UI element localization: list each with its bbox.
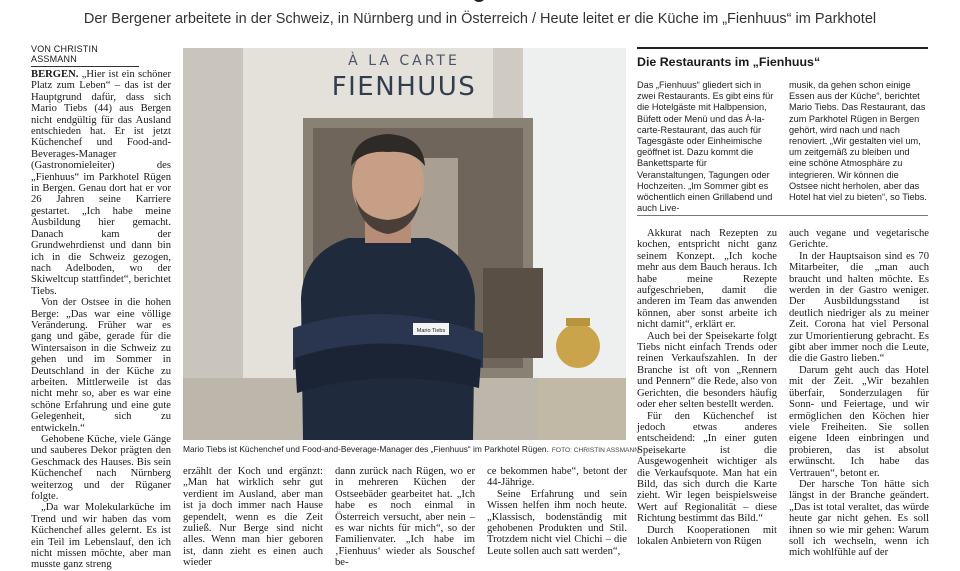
- article-column-4: [487, 466, 627, 560]
- paragraph: Von der Ostsee in die hohen Berge: „Das war eine völlige Veränderung. Früher war es gang und gäbe, gerade für die Wintersaison in die Schweiz zu gehen und im Sommer in Deutschland in der Küche zu arbeiten. Mittlerweile ist das nicht mehr so, aber es war eine schöne Erfahrung und eine gute Gelegenheit, sich zu entwickeln.“: [31, 297, 171, 434]
- paragraph: Seine Erfahrung und sein Wissen helfen ihm noch heute. „Klassisch, bodenständig mit gehobenen Produkten und Stil. Trotzdem nicht viel Chichi – die Leute sollen auch satt werden“,: [487, 488, 627, 557]
- paragraph: dann zurück nach Rügen, wo er in mehreren Küchen der Ostseebäder gearbeitet hat. „Ich habe es noch einmal in Österreich versucht, aber nein – es war nichts für mich“, so der Familienvater. „Ich habe im ‚Fienhuus‘ wieder als Souschef be-: [335, 466, 475, 569]
- paragraph: auch vegane und vegetarische Gerichte.: [789, 228, 929, 251]
- info-box-top-rule: [637, 47, 928, 49]
- masthead-mark: [472, 0, 486, 2]
- sign-line-2: FIENHUUS: [331, 72, 477, 102]
- sign-line-1: À LA CARTE: [348, 53, 460, 69]
- paragraph: Für den Küchenchef ist jedoch etwas anderes entscheidend: „In einer guten Speisekarte ist die Ausgewogenheit wichtiger als die Verkaufsquote. Man hat ein Bild, das sich durch die Karte zieht. Wir legen beispielsweise Wert auf Regionalität – diese Richtung bestimmt das Bild.“: [637, 410, 777, 525]
- paragraph: In der Hauptsaison sind es 70 Mitarbeiter, die „man auch braucht und halten möchte. Es werden in der Gastro weniger. Der Ausbildungsstand ist deutlich niedriger als zu meiner Zeit. Corona hat viel Personal zur Umorientierung gebracht. Es gibt aber immer noch die Leute, die die Gastro lieben.“: [789, 250, 929, 365]
- info-box-title: Die Restaurants im „Fienhuus“: [637, 55, 821, 69]
- photo-caption: [183, 444, 639, 454]
- photo-credit: FOTO: CHRISTIN ASSMANN: [551, 447, 639, 454]
- paragraph: Akkurat nach Rezepten zu kochen, entspricht nicht ganz seinem Konzept. „Ich koche mehr aus dem Bauch heraus. Ich habe meine Rezepte aufgeschrieben, damit die anderen im Team das anwenden können, aber sonst arbeite ich nicht damit“, erklärt er.: [637, 228, 777, 331]
- paragraph: Auch bei der Speisekarte folgt Tiebs nicht einfach Trends oder reinen Verkaufszahlen. In der Branche ist oft von „Rennern und Pennern“ die Rede, also von Gerichten, die besonders häufig oder eher selten bestellt werden.: [637, 330, 777, 411]
- paragraph: Gehobene Küche, viele Gänge und sauberes Dekor prägten den Geschmack des Hauses. Bis sein Küchenchef nach Nürnberg weiterzog und der Rüganer folgte.: [31, 434, 171, 503]
- dateline: BERGEN.: [31, 69, 79, 80]
- paragraph: Der harsche Ton hätte sich längst in der Branche geändert. „Das ist total veraltet, das würde heute gar nicht gehen. Es soll ihnen so wie mir gehen: Warum soll ich wechseln, wenn ich mich wohlfühle auf der: [789, 478, 929, 559]
- paragraph: Durch Kooperationen mit lokalen Anbietern von Rügen: [637, 524, 777, 547]
- info-box-column-1: Das „Fienhuus“ gliedert sich in zwei Restaurants. Es gibt eins für die Hotelgäste mit Halbpension, Büfett oder Menü und das À-la-carte-Restaurant, das auch für Tagesgäste oder Einheimische geöffnet ist. Dazu kommt die Bankettsparte für Veranstaltungen, Tagungen oder Hochzeiten. „Im Sommer gibt es wöchentlich einen Grillabend und auch Live-: [637, 80, 774, 214]
- paragraph: „Da war Molekularküche im Trend und wir haben das vom Küchenchef alles gelernt. Es ist ein Teil im Lebenslauf, den ich nicht missen möchte, aber man musste ganz streng: [31, 502, 171, 571]
- article-column-6: [789, 228, 929, 560]
- chef-photo: [183, 48, 626, 440]
- name-badge: Mario Tiebs: [416, 328, 446, 334]
- article-subtitle: Der Bergener arbeitete in der Schweiz, in Nürnberg und in Österreich / Heute leitet er die Küche im „Fienhuus“ im Parkhotel: [83, 11, 877, 27]
- paragraph: ce bekommen habe“, betont der 44-Jährige.: [487, 466, 627, 489]
- article-column-3: [335, 466, 475, 569]
- paragraph: erzählt der Koch und ergänzt: „Man hat wirklich sehr gut verdient im Ausland, aber man ist ja doch immer nach Hause gependelt, wenn es die Zeit zuließ. Nur Berge sind nicht alles. Wenn man hier geboren ist, dann zieht es einen auch wieder: [183, 466, 323, 569]
- paragraph-text: „Hier ist ein schöner Platz zum Leben“ – das ist der Hauptgrund dafür, dass sich Mario Tiebs (44) aus Bergen nicht endgültig für das Ausland entschieden hat. Er ist jetzt Küchenchef und Food-and-Beverages-Manager (Gastronomieleiter) des „Fienhuus“ im Parkhotel Rügen in Bergen. Genau dort hat er vor 26 Jahren seine Karriere gestartet. „Ich habe meine Ausbildung hier gemacht. Danach kam der Grundwehrdienst und dann bin ich in die Schweiz gezogen, nach Adelboden, wo der Skiweltcup stattfindet“, berichtet Tiebs.: [31, 69, 171, 297]
- article-column-1: [31, 69, 171, 571]
- paragraph: Darum geht auch das Hotel mit der Zeit. „Wir bezahlen überfair, Sonderzulagen für Sonn- und Feiertage, und wir ermöglichen den Köchen hier viele Freiheiten. Sie sollen eigene Ideen einbringen und probieren, das ist absolut erwünscht. Ich habe das Vertrauen“, betont er.: [789, 364, 929, 479]
- caption-text: Mario Tiebs ist Küchenchef und Food-and-Beverage-Manager des „Fienhuus“ im Parkhotel Rügen.: [183, 444, 549, 454]
- article-column-2: [183, 466, 323, 569]
- article-column-5: [637, 228, 777, 560]
- photo-illustration: [183, 48, 626, 440]
- info-box-bottom-rule: [637, 215, 928, 216]
- byline: VON CHRISTIN ASSMANN: [31, 44, 139, 67]
- info-box-column-2: musik, da gehen schon einige Essen aus der Küche“, berichtet Mario Tiebs. Das Restaurant, das zum Parkhotel Rügen in Bergen gehört, wird nach und nach renoviert. „Wir gestalten viel um, um zeitgemäß zu bleiben und eine schöne Atmosphäre zu integrieren. Wir können die Ostsee nicht herholen, aber das Hotel hat viel zu bieten“, so Tiebs.: [789, 80, 927, 203]
- paragraph: [31, 69, 171, 297]
